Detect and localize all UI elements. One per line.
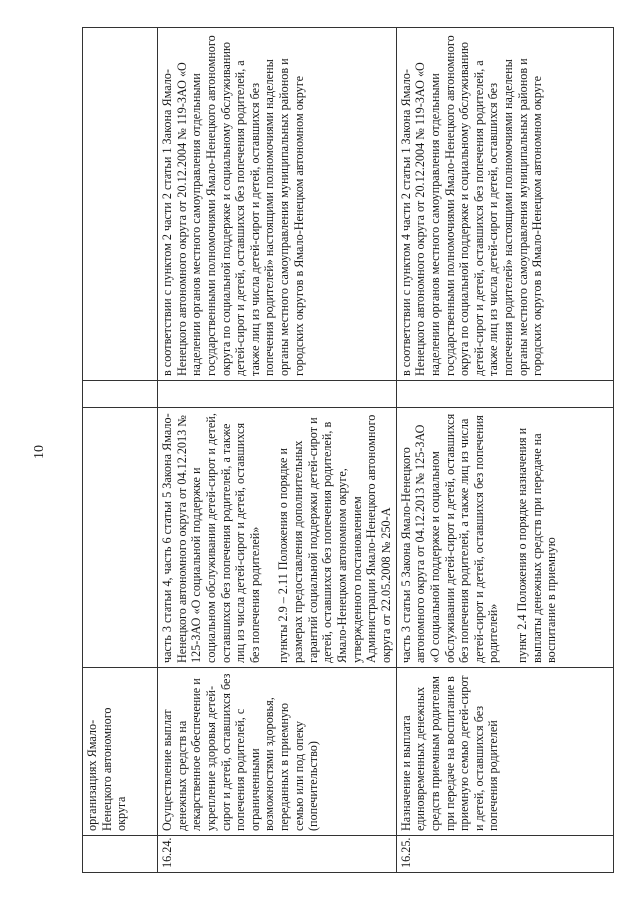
legal-basis-cell [83,408,158,668]
legal-basis-paragraph: часть 3 статьи 4, часть 6 статьи 5 Закона Ямало-Ненецкого автономного округа от 04.12.2013 № 125-ЗАО «О социальной поддержке и социальном обслуживании детей-сирот и детей, оставшихся без попечения родителей, а также лиц из числа детей-сирот и детей, оставшихся без попечения родителей» [160,413,262,663]
power-name-cell: организациях Ямало-Ненецкого автономного округа [83,668,158,836]
legal-basis-paragraph: пункт 2.4 Положения о порядке назначения и выплаты денежных средств при передаче на воспитание в приемную [515,427,559,663]
power-name-cell: Назначение и выплата единовременных денежных средств приемным родителям при передаче на воспитание в приемную семью детей-сирот и детей, оставшихся без попечения родителей [396,668,613,836]
power-name-cell: Осуществление выплат денежных средств на лекарственное обеспечение и укрепление здоровья детей-сирот и детей, оставшихся без попечения родителей, с ограниченными возможностями здоровья, переданных в приемную семью или под опеку (попечительство) [158,668,397,836]
spacer-cell [396,381,613,408]
table-row-16-24 [158,28,397,873]
delegation-cell: в соответствии с пунктом 4 части 2 статьи 1 Закона Ямало-Ненецкого автономного округа от 20.12.2004 № 119-ЗАО «О наделении органов местного самоуправления отдельными государственными полномочиями Ямало-Ненецкого автономного округа по социальной поддержке и социальному обслуживанию детей-сирот и детей, оставшихся без попечения родителей, а также лиц из числа детей-сирот и детей, оставшихся без попечения родителей» настоящими полномочиями наделены органы местного самоуправления муниципальных районов и городских округов в Ямало-Ненецком автономном округе [396,28,613,381]
page-number: 10 [32,445,47,459]
spacer-cell [158,381,397,408]
row-number-cell [83,836,158,873]
legal-basis-paragraph: пункты 2.9 – 2.11 Положения о порядке и размерах предоставления дополнительных гарантий социальной поддержки детей-сирот и детей, оставшихся без попечения родителей, в Ямало-Ненецком автономном округе, утвержденного постановлением Администрации Ямало-Ненецкого автономного округа от 22.05.2008 № 250-А [276,414,393,663]
row-number-cell: 16.24. [158,836,397,873]
delegation-cell [83,28,158,381]
table-row-continuation [83,28,158,873]
delegation-cell: в соответствии с пунктом 2 части 2 статьи 1 Закона Ямало-Ненецкого автономного округа от 20.12.2004 № 119-ЗАО «О наделении органов местного самоуправления отдельными государственными полномочиями Ямало-Ненецкого автономного округа по социальной поддержке и социальному обслуживанию детей-сирот и детей, оставшихся без попечения родителей, а также лиц из числа детей-сирот и детей, оставшихся без попечения родителей» настоящими полномочиями наделены органы местного самоуправления муниципальных районов и городских округов в Ямало-Ненецком автономном округе [158,28,397,381]
legal-basis-cell [158,408,397,668]
powers-table [82,27,614,873]
row-number-cell: 16.25. [396,836,613,873]
rotated-table-container [82,28,597,873]
legal-basis-paragraph: часть 3 статьи 5 Закона Ямало-Ненецкого автономного округа от 04.12.2013 № 125-ЗАО «О социальной поддержке и социальном обслуживании детей-сирот и детей, оставшихся без попечения родителей, а также лиц из числа детей-сирот и детей, оставшихся без попечения родителей» [398,413,501,663]
table-row-16-25 [396,28,613,873]
spacer-cell [83,381,158,408]
legal-basis-cell [396,408,613,668]
